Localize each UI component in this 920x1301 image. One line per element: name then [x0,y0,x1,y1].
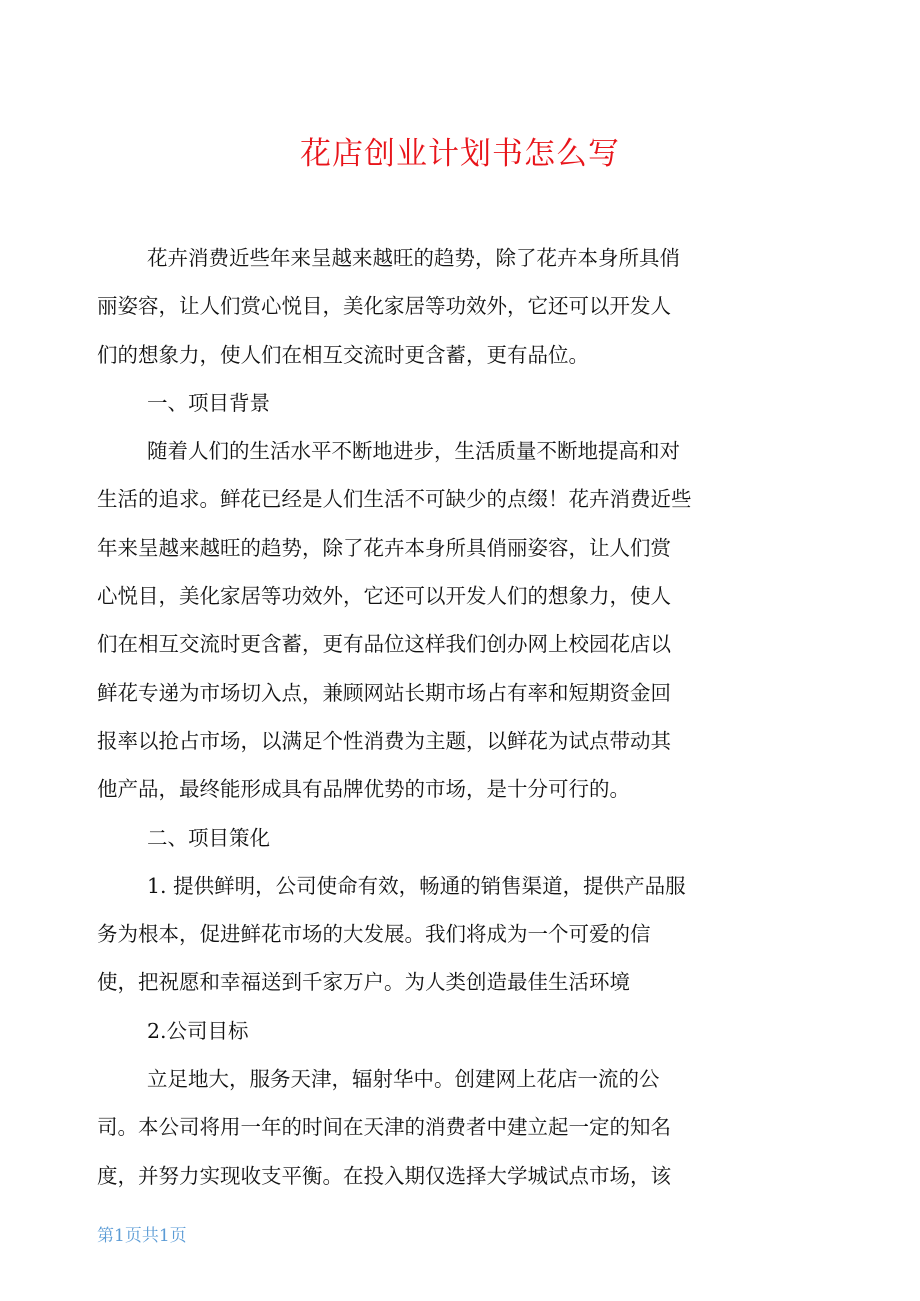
text-line: 年来呈越来越旺的趋势，除了花卉本身所具俏丽姿容，让人们赏 [97,535,671,560]
text-line: 心悦目，美化家居等功效外，它还可以开发人们的想象力，使人 [97,584,671,609]
document-title: 花店创业计划书怎么写 [300,136,620,172]
text-line: 度，并努力实现收支平衡。在投入期仅选择大学城试点市场，该 [97,1163,671,1188]
section-heading-background [97,379,777,427]
text-line: 使，把祝愿和幸福送到千家万户。为人类创造最佳生活环境 [97,970,630,995]
subsection-heading-goals [97,1007,777,1055]
section-heading-planning [97,814,777,862]
text-line: 们的想象力，使人们在相互交流时更含蓄，更有品位。 [97,342,589,367]
text-line: 报率以抢占市场，以满足个性消费为主题，以鲜花为试点带动其 [97,728,671,753]
text-line: 随着人们的生活水平不断地进步，生活质量不断地提高和对 [147,439,680,464]
text-line: 丽姿容，让人们赏心悦目，美化家居等功效外，它还可以开发人 [97,294,671,319]
document-body [97,234,777,1200]
background-paragraph [97,427,777,813]
text-line: 花卉消费近些年来呈越来越旺的趋势，除了花卉本身所具俏 [147,246,680,270]
goals-paragraph [97,1055,777,1200]
text-line: 司。本公司将用一年的时间在天津的消费者中建立起一定的知名 [97,1115,671,1140]
mission-paragraph [97,862,777,1007]
subsection-heading: 2.公司目标 [147,1018,249,1043]
section-heading: 一、项目背景 [147,390,270,415]
page-indicator: 第1页共1页 [97,1226,187,1246]
intro-paragraph [97,234,777,379]
text-line: 1. 提供鲜明，公司使命有效，畅通的销售渠道，提供产品服 [147,873,686,898]
text-line: 务为根本，促进鲜花市场的大发展。我们将成为一个可爱的信 [97,922,651,947]
text-line: 们在相互交流时更含蓄，更有品位这样我们创办网上校园花店以 [97,632,671,657]
text-line: 生活的追求。鲜花已经是人们生活不可缺少的点缀！花卉消费近些 [97,487,692,512]
text-line: 立足地大，服务天津，辐射华中。创建网上花店一流的公 [147,1067,660,1092]
section-heading: 二、项目策化 [147,825,270,850]
text-line: 鲜花专递为市场切入点，兼顾网站长期市场占有率和短期资金回 [97,680,671,705]
text-line: 他产品，最终能形成具有品牌优势的市场，是十分可行的。 [97,777,630,802]
